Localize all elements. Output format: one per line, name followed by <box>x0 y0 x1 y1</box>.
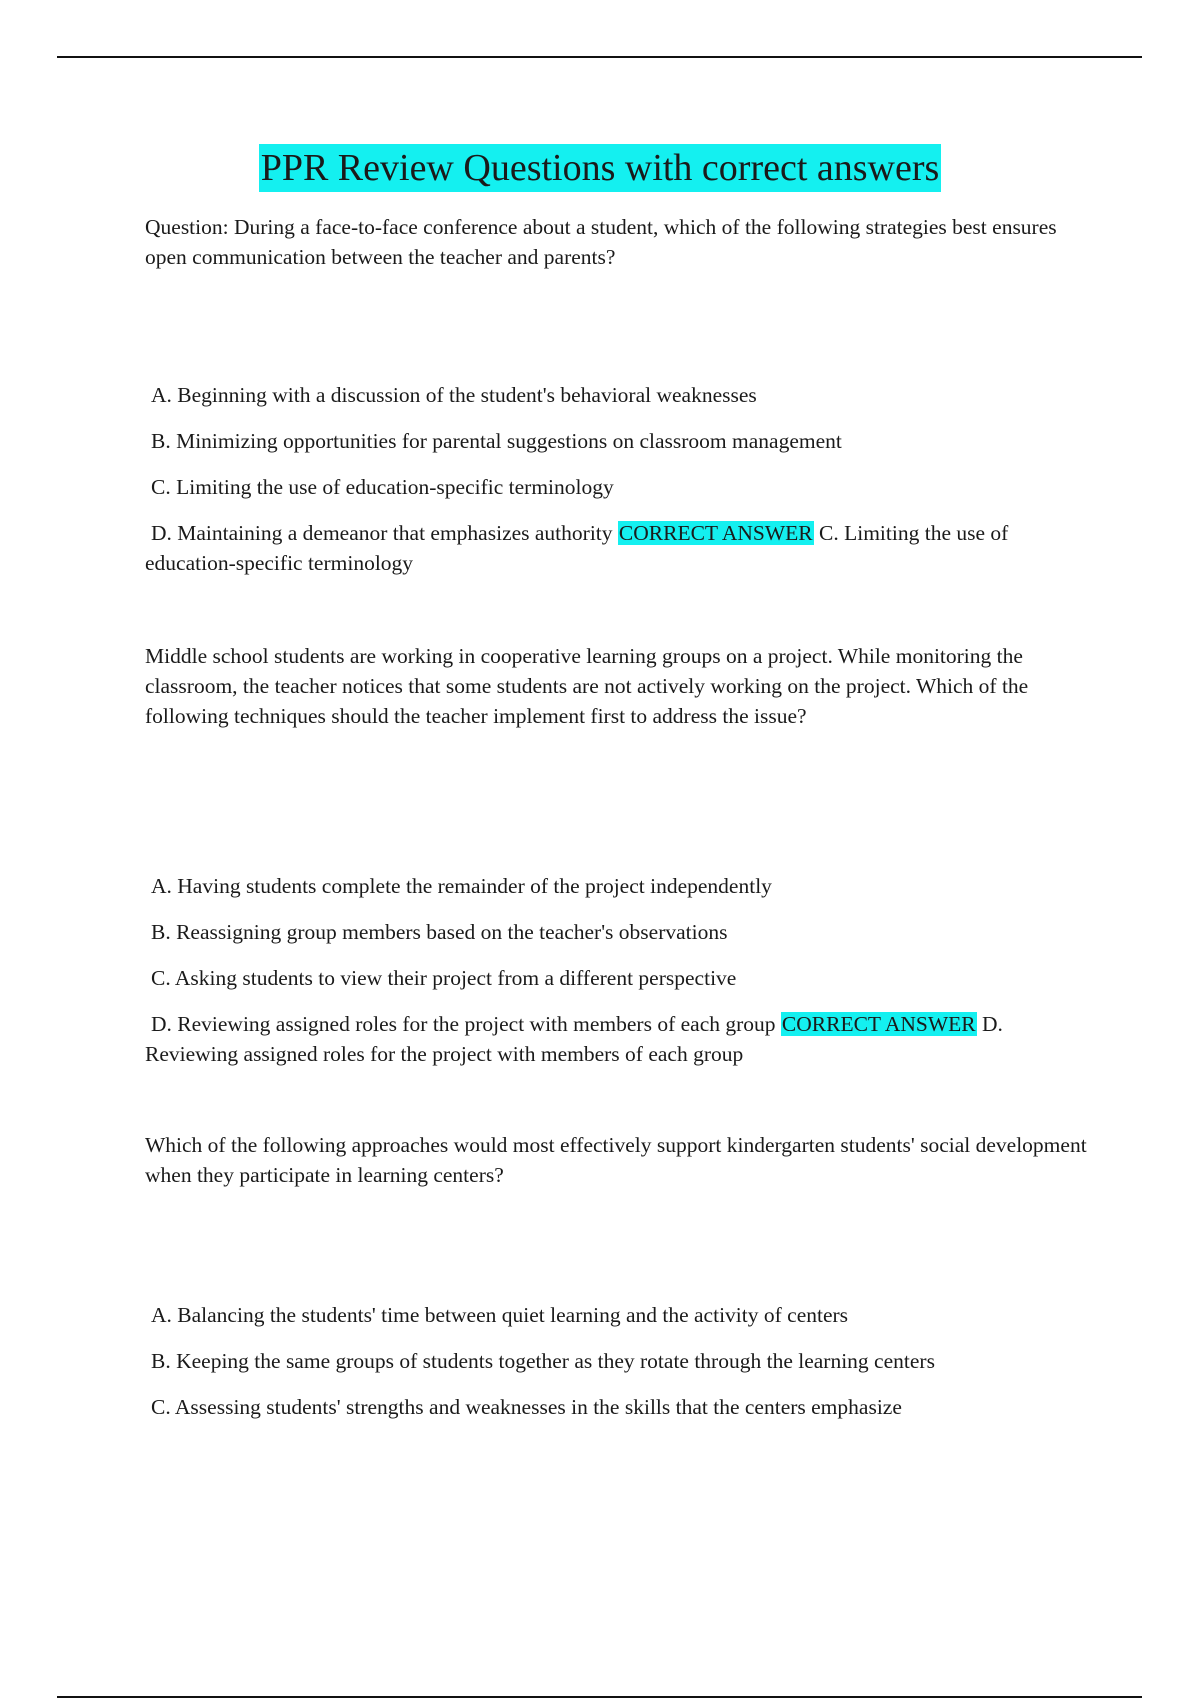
page-title: PPR Review Questions with correct answers <box>259 144 942 192</box>
question-1-option-a: A. Beginning with a discussion of the student's behavioral weaknesses <box>151 383 757 407</box>
question-2-option-b: B. Reassigning group members based on the teacher's observations <box>151 920 728 944</box>
question-2-option-d <box>145 1009 1090 1069</box>
question-1-option-d-text: D. Maintaining a demeanor that emphasizes authority <box>151 521 613 545</box>
title-container <box>0 144 1200 192</box>
header-rule <box>57 56 1142 58</box>
question-1-correct-answer-text: C. Limiting the use of education-specific terminology <box>145 521 1009 575</box>
question-2-option-c: C. Asking students to view their project from a different perspective <box>151 966 737 990</box>
question-3-text: Which of the following approaches would most effectively support kindergarten students' social development when they participate in learning centers? <box>145 1133 1087 1187</box>
question-2-correct-answer-text: D. Reviewing assigned roles for the project with members of each group <box>145 1012 1003 1066</box>
footer-rule <box>57 1696 1142 1698</box>
question-1-text: Question: During a face-to-face conference about a student, which of the following strategies best ensures open communication between the teacher and parents? <box>145 215 1057 269</box>
question-3-option-a: A. Balancing the students' time between quiet learning and the activity of centers <box>151 1303 849 1327</box>
question-1-correct-answer-label: CORRECT ANSWER <box>618 521 813 545</box>
question-2-option-a: A. Having students complete the remainder of the project independently <box>151 874 772 898</box>
question-1-option-c: C. Limiting the use of education-specific terminology <box>151 475 614 499</box>
question-3-option-b: B. Keeping the same groups of students together as they rotate through the learning centers <box>151 1349 935 1373</box>
question-2-option-d-text: D. Reviewing assigned roles for the project with members of each group <box>151 1012 776 1036</box>
question-1-option-b: B. Minimizing opportunities for parental suggestions on classroom management <box>151 429 842 453</box>
question-3-option-c: C. Assessing students' strengths and weaknesses in the skills that the centers emphasize <box>151 1395 902 1419</box>
question-1-option-d <box>145 518 1090 578</box>
question-2-correct-answer-label: CORRECT ANSWER <box>781 1012 976 1036</box>
question-2-text: Middle school students are working in cooperative learning groups on a project. While monitoring the classroom, the teacher notices that some students are not actively working on the project. Which of the following techniques should the teacher implement first to address the issue? <box>145 644 1029 728</box>
